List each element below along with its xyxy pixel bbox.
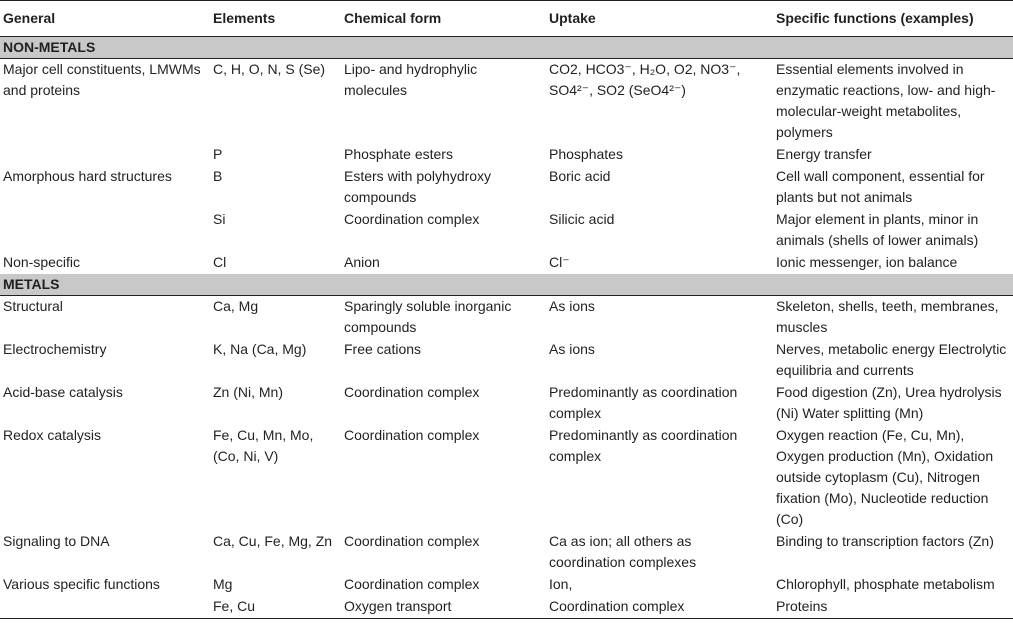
cell-uptake: Cl⁻ [549,254,570,270]
table-row [0,574,1013,596]
cell-specific-functions: Nerves, metabolic energy Electrolytic equilibria and currents [776,341,1007,378]
cell-general: Acid-base catalysis [3,384,123,400]
table-row [0,596,1013,619]
section-title: NON-METALS [0,37,1013,59]
header-general: General [0,4,210,37]
cell-general: Structural [3,298,63,314]
cell-general [0,144,210,166]
header-row [0,4,1013,37]
table-body [0,37,1013,619]
cell-uptake: Coordination complex [546,596,773,619]
cell-elements: Ca, Cu, Fe, Mg, Zn [213,533,333,549]
cell-general [0,209,210,252]
cell-general: Redox catalysis [3,427,102,443]
cell-chemical-form: Esters with polyhydroxy compounds [344,168,492,205]
cell-elements: Cl [213,254,227,270]
header-chemical-form: Chemical form [341,4,546,37]
cell-general: Electrochemistry [3,341,107,357]
cell-uptake: Ion, [549,576,573,592]
cell-elements: P [213,146,223,162]
cell-uptake: Predominantly as coordination complex [549,427,738,464]
cell-chemical-form: Phosphate esters [344,146,453,162]
cell-uptake: As ions [549,298,595,314]
cell-elements: Si [213,211,226,227]
cell-uptake: As ions [549,341,595,357]
cell-specific-functions: Energy transfer [776,146,872,162]
table-row [0,252,1013,274]
table-row [0,339,1013,382]
cell-specific-functions: Ionic messenger, ion balance [776,254,958,270]
header-elements: Elements [210,4,341,37]
cell-chemical-form: Coordination complex [344,211,480,227]
cell-general [0,596,210,619]
cell-chemical-form: Coordination complex [344,427,480,443]
cell-chemical-form: Anion [344,254,380,270]
table-row [0,382,1013,425]
cell-elements: Zn (Ni, Mn) [213,384,283,400]
header-uptake: Uptake [546,4,773,37]
cell-elements: Fe, Cu [210,596,341,619]
cell-general: Amorphous hard structures [3,168,172,184]
cell-specific-functions: Cell wall component, essential for plants but not animals [776,168,985,205]
cell-elements: C, H, O, N, S (Se) [213,61,326,77]
cell-uptake: Boric acid [549,168,611,184]
cell-specific-functions: Essential elements involved in enzymatic reactions, low- and high-molecular-weight metabolites, polymers [776,61,996,140]
cell-uptake: Predominantly as coordination complex [549,384,738,421]
cell-chemical-form: Sparingly soluble inorganic compounds [344,298,512,335]
cell-specific-functions: Food digestion (Zn), Urea hydrolysis (Ni) Water splitting (Mn) [776,384,1002,421]
cell-elements: Mg [213,576,233,592]
cell-uptake: Silicic acid [549,211,615,227]
cell-specific-functions: Oxygen reaction (Fe, Cu, Mn), Oxygen production (Mn), Oxidation outside cytoplasm (Cu), Nitrogen fixation (Mo), Nucleotide reduction (Co) [776,427,994,527]
cell-chemical-form: Coordination complex [344,384,480,400]
table-header [0,1,1013,37]
table-row [0,59,1013,145]
cell-uptake: CO2, HCO3⁻, H₂O, O2, NO3⁻, SO4²⁻, SO2 (SeO4²⁻) [549,61,741,98]
table-row [0,531,1013,574]
cell-chemical-form: Free cations [344,341,422,357]
section-title: METALS [0,274,1013,296]
section-row-metals [0,274,1013,296]
cell-general: Major cell constituents, LMWMs and proteins [3,61,201,98]
table-row [0,296,1013,340]
table-row [0,209,1013,252]
cell-specific-functions: Skeleton, shells, teeth, membranes, muscles [776,298,999,335]
table-row [0,166,1013,209]
cell-uptake: Phosphates [549,146,623,162]
cell-specific-functions: Binding to transcription factors (Zn) [776,533,994,549]
cell-general: Various specific functions [3,576,160,592]
cell-chemical-form: Coordination complex [344,576,480,592]
cell-specific-functions: Major element in plants, minor in animals (shells of lower animals) [776,211,979,248]
cell-general: Signaling to DNA [3,533,110,549]
cell-chemical-form: Oxygen transport [341,596,546,619]
cell-specific-functions: Proteins [773,596,1013,619]
cell-elements: B [213,168,223,184]
cell-elements: Fe, Cu, Mn, Mo, (Co, Ni, V) [213,427,314,464]
header-specific-functions: Specific functions (examples) [773,4,1013,37]
cell-general: Non-specific [3,254,81,270]
cell-uptake: Ca as ion; all others as coordination complexes [549,533,697,570]
cell-elements: K, Na (Ca, Mg) [213,341,307,357]
table-row [0,425,1013,531]
cell-chemical-form: Coordination complex [344,533,480,549]
cell-chemical-form: Lipo- and hydrophylic molecules [344,61,478,98]
cell-specific-functions: Chlorophyll, phosphate metabolism [776,576,995,592]
cell-elements: Ca, Mg [213,298,259,314]
section-row-non-metals [0,37,1013,59]
table-row [0,144,1013,166]
